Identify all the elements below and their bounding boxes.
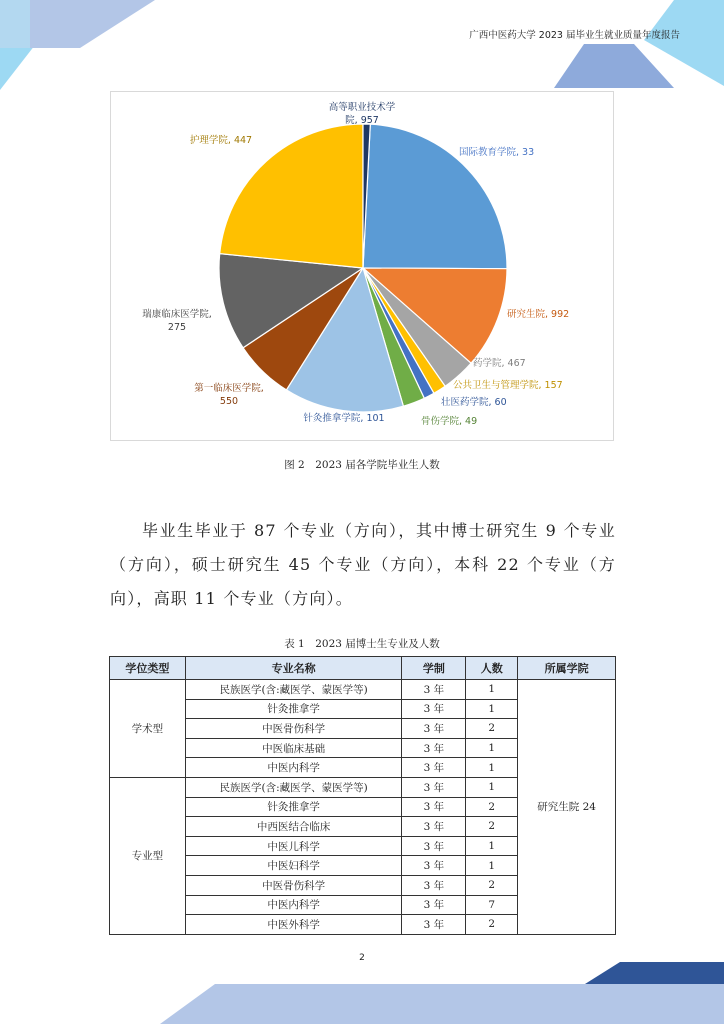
count-cell: 2	[466, 817, 518, 837]
pie-data-label-line: 骨伤学院, 49	[421, 416, 478, 427]
pie-data-label-line: 公共卫生与管理学院, 157	[453, 380, 563, 391]
major-cell: 中医骨伤科学	[185, 719, 402, 739]
duration-cell: 3 年	[402, 680, 466, 700]
pie-data-label-line: 550	[219, 396, 239, 407]
decor-light-band	[160, 984, 724, 1024]
major-cell: 针灸推拿学	[185, 797, 402, 817]
count-cell: 7	[466, 895, 518, 915]
major-cell: 中医儿科学	[185, 836, 402, 856]
pie-data-label-line: 针灸推拿学院, 101	[303, 413, 385, 424]
decor-bottom	[0, 954, 724, 1024]
pie-data-label-line: 275	[167, 322, 187, 333]
decor-band	[554, 44, 674, 88]
pie-data-label	[142, 308, 212, 333]
pie-data-label	[507, 308, 569, 320]
pie-data-label-line: 高等职业技术学	[328, 102, 396, 113]
major-cell: 民族医学(含:藏医学、蒙医学等)	[185, 777, 402, 797]
pie-data-label-line: 国际教育学院, 33	[459, 147, 535, 158]
major-cell: 中医外科学	[185, 915, 402, 935]
duration-cell: 3 年	[402, 738, 466, 758]
count-cell: 2	[466, 719, 518, 739]
pie-chart-frame	[110, 91, 614, 441]
duration-cell: 3 年	[402, 797, 466, 817]
report-header-title: 广西中医药大学 2023 届毕业生就业质量年度报告	[469, 30, 680, 41]
pie-data-label	[303, 412, 384, 424]
pie-data-label	[421, 415, 477, 427]
page-number: 2	[359, 953, 365, 963]
duration-cell: 3 年	[402, 719, 466, 739]
decor-band	[30, 0, 155, 48]
count-cell: 2	[466, 915, 518, 935]
major-cell: 中医妇科学	[185, 856, 402, 876]
duration-cell: 3 年	[402, 699, 466, 719]
pie-data-label-line: 护理学院, 447	[189, 135, 253, 146]
decor-top-left	[0, 0, 200, 90]
pie-data-label	[329, 101, 396, 126]
table-title: 表 1 2023 届博士生专业及人数	[284, 638, 440, 650]
pie-data-label	[194, 382, 264, 407]
major-cell: 民族医学(含:藏医学、蒙医学等)	[185, 680, 402, 700]
duration-cell: 3 年	[402, 777, 466, 797]
count-cell: 2	[466, 875, 518, 895]
count-cell: 1	[466, 856, 518, 876]
pie-data-label-line: 壮医药学院, 60	[441, 397, 507, 408]
pie-data-label-line: 瑞康临床医学院,	[142, 309, 212, 320]
major-cell: 中医骨伤科学	[185, 875, 402, 895]
table-header-row	[110, 657, 616, 680]
count-cell: 1	[466, 699, 518, 719]
major-cell: 中医内科学	[185, 758, 402, 778]
pie-chart	[111, 92, 613, 440]
decor-band-light	[0, 0, 30, 48]
pie-data-label-line: 研究生院, 992	[507, 309, 570, 320]
duration-cell: 3 年	[402, 856, 466, 876]
doctoral-majors-table	[109, 656, 616, 935]
pie-data-label	[190, 134, 252, 146]
header-college: 所属学院	[518, 657, 616, 680]
table-row	[110, 680, 616, 700]
count-cell: 1	[466, 758, 518, 778]
body-paragraph: 毕业生毕业于 87 个专业（方向），其中博士研究生 9 个专业（方向），硕士研究生 45 个专业（方向），本科 22 个专业（方向），高职 11 个专业（方向）。	[110, 521, 616, 608]
major-cell: 中医临床基础	[185, 738, 402, 758]
decor-top-right	[524, 0, 724, 95]
pie-data-label-line: 第一临床医学院,	[194, 383, 264, 394]
degree-type-cell: 学术型	[110, 680, 186, 778]
header-count: 人数	[466, 657, 518, 680]
major-cell: 中西医结合临床	[185, 817, 402, 837]
header-degree-type: 学位类型	[110, 657, 186, 680]
pie-data-label	[459, 146, 534, 158]
figure-caption: 图 2 2023 届各学院毕业生人数	[284, 459, 440, 471]
duration-cell: 3 年	[402, 875, 466, 895]
count-cell: 1	[466, 738, 518, 758]
pie-data-label	[473, 357, 526, 369]
degree-type-cell: 专业型	[110, 777, 186, 934]
pie-data-label	[453, 379, 563, 391]
pie-data-label-line: 药学院, 467	[473, 358, 526, 369]
pie-data-label-line: 院, 957	[345, 115, 379, 126]
header-duration: 学制	[402, 657, 466, 680]
header-major-name: 专业名称	[185, 657, 402, 680]
major-cell: 针灸推拿学	[185, 699, 402, 719]
count-cell: 1	[466, 836, 518, 856]
duration-cell: 3 年	[402, 895, 466, 915]
duration-cell: 3 年	[402, 758, 466, 778]
pie-slice	[363, 124, 507, 268]
count-cell: 1	[466, 680, 518, 700]
duration-cell: 3 年	[402, 915, 466, 935]
count-cell: 2	[466, 797, 518, 817]
decor-dark-band	[585, 962, 724, 984]
duration-cell: 3 年	[402, 817, 466, 837]
count-cell: 1	[466, 777, 518, 797]
duration-cell: 3 年	[402, 836, 466, 856]
college-cell: 研究生院 24	[518, 680, 616, 935]
pie-data-label	[441, 396, 507, 408]
major-cell: 中医内科学	[185, 895, 402, 915]
